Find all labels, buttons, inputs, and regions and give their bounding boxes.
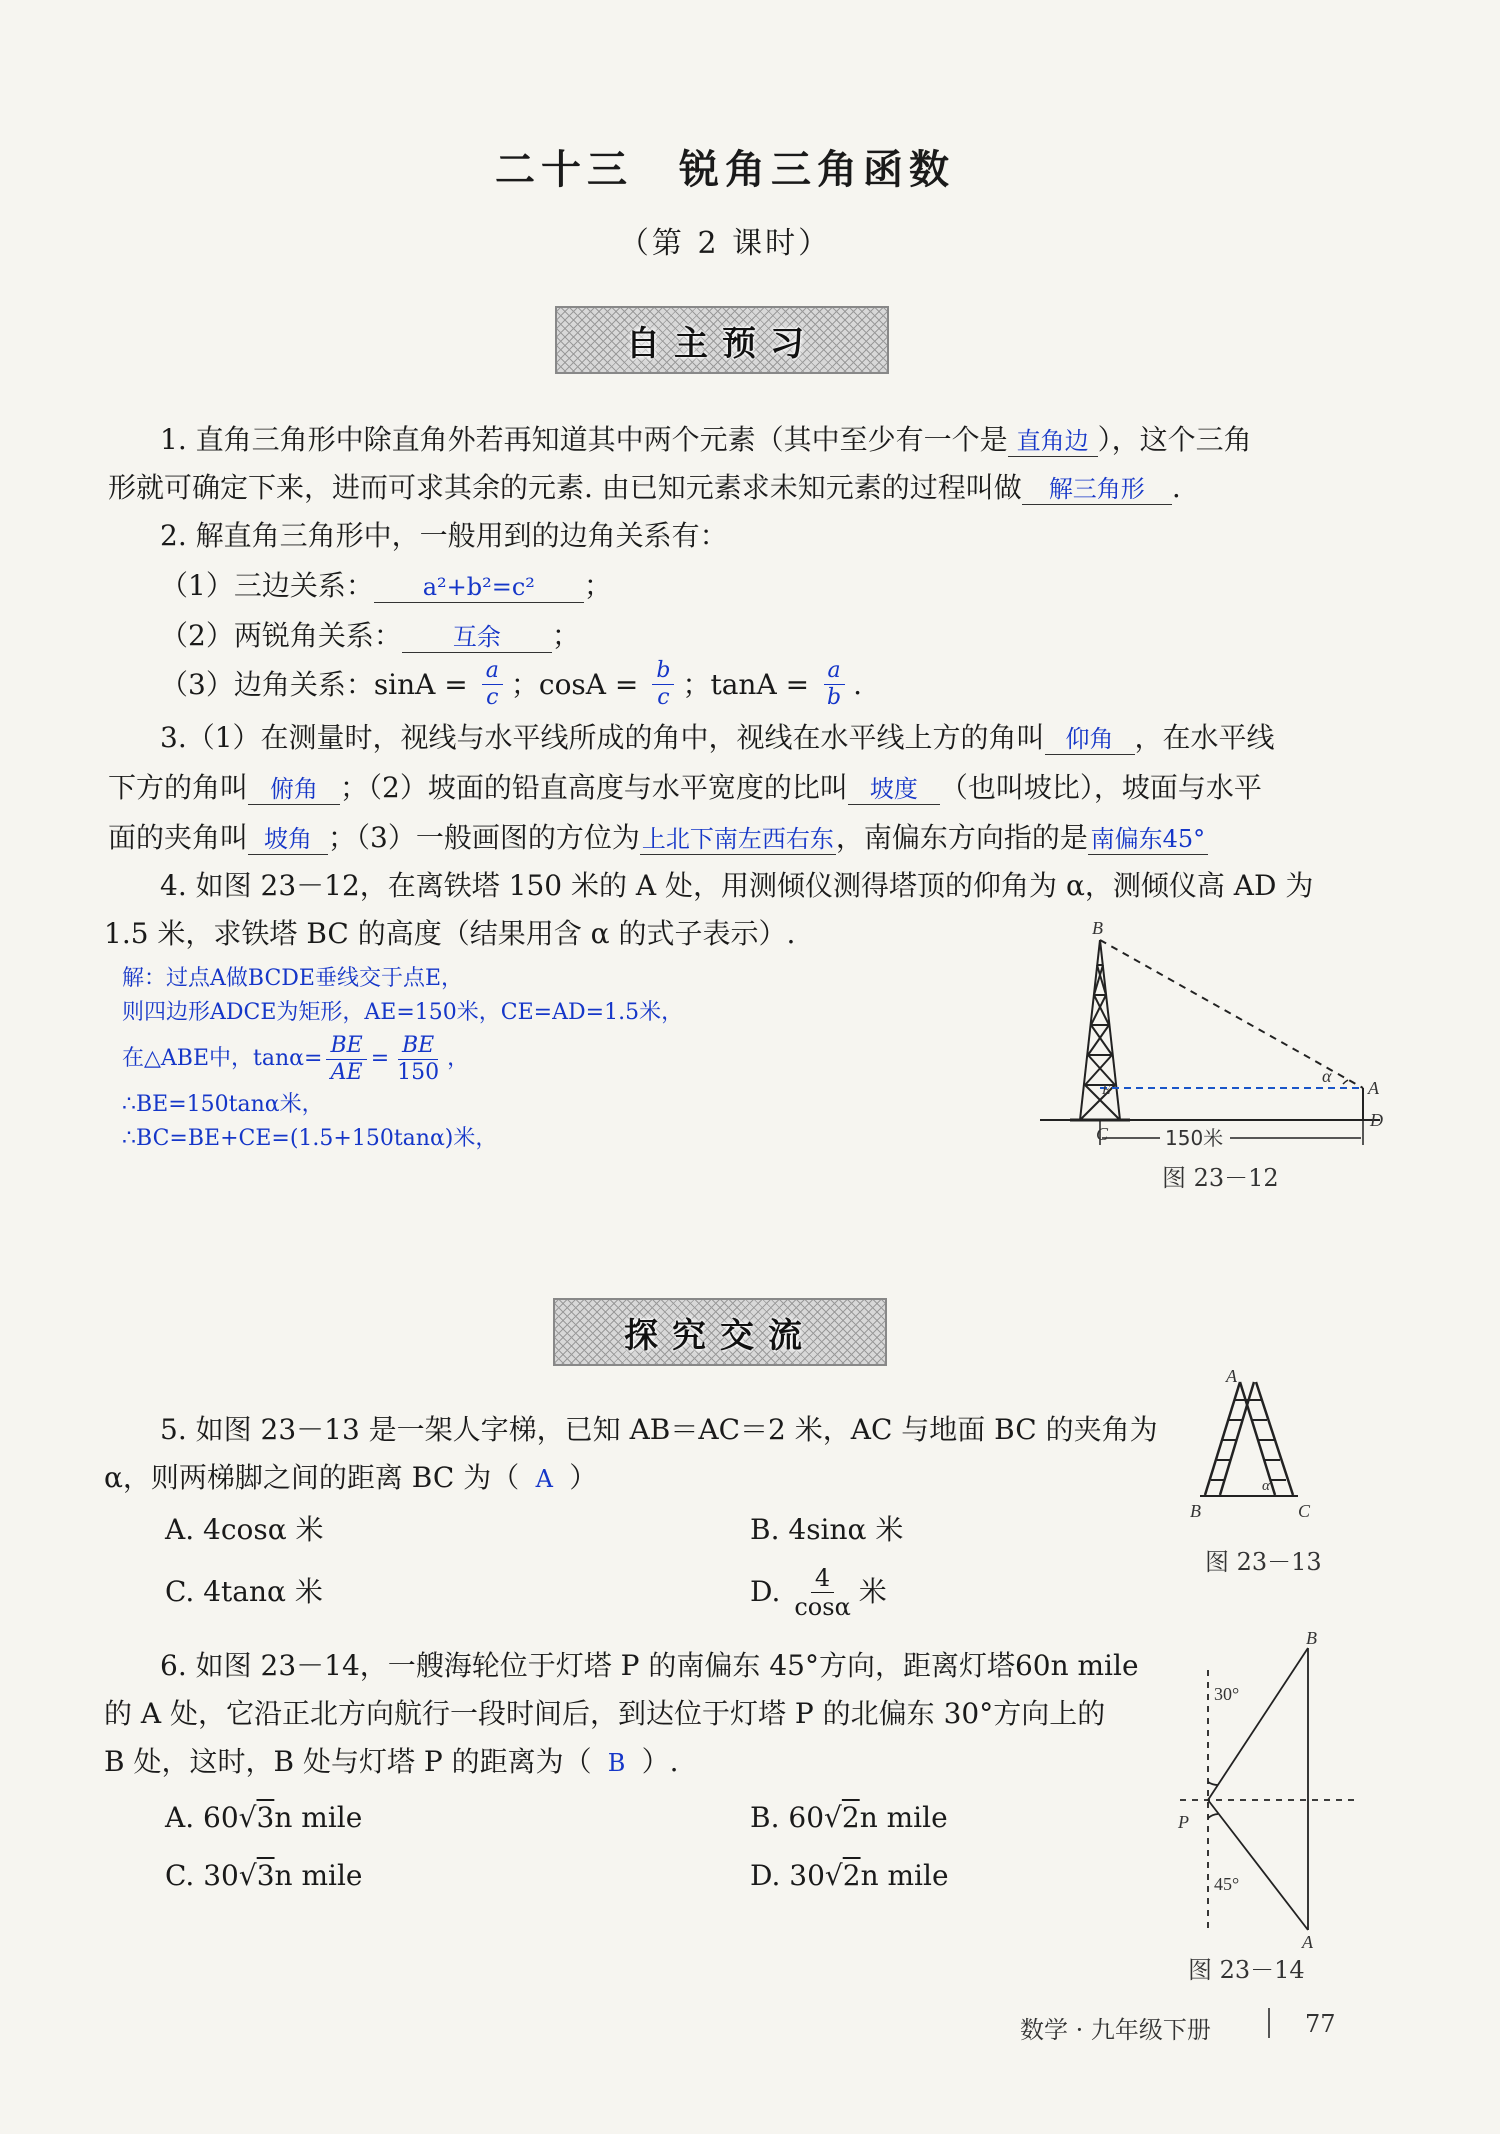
option-a: A. 4cosα 米 <box>165 1513 324 1546</box>
answer-blank: 直角边 <box>1008 426 1098 457</box>
label-c: C <box>1096 1124 1109 1144</box>
chapter-title: 二十三 锐角三角函数 <box>495 147 955 193</box>
page-number: 77 <box>1305 2010 1336 2038</box>
pa-line <box>1208 1800 1308 1930</box>
section-banner-label: 自主预习 <box>626 323 818 364</box>
question-text: . <box>853 667 863 701</box>
question-text: ； <box>583 569 612 602</box>
option-a: A. 60√3n mile <box>165 1801 363 1834</box>
question-5-line-2 <box>104 1458 597 1499</box>
question-text: 形就可确定下来，进而可求其余的元素. 由已知元素求未知元素的过程叫做 <box>108 471 1022 504</box>
sqrt-icon: √ <box>824 1801 842 1834</box>
label-c: C <box>1298 1501 1311 1520</box>
question-2-part-2 <box>160 616 580 656</box>
footer-divider <box>1268 2008 1270 2038</box>
question-text: ；cosA = <box>510 667 639 701</box>
question-text: ），这个三角 <box>1097 423 1252 456</box>
option-b: B. 60√2n mile <box>750 1801 948 1834</box>
label-b: B <box>1306 1630 1317 1648</box>
question-text: ）. <box>641 1745 679 1778</box>
option-c: C. 4tanα 米 <box>165 1575 323 1608</box>
figure-23-13-caption: 图 23－13 <box>1205 1548 1322 1576</box>
question-4-line-1: 4. 如图 23－12，在离铁塔 150 米的 A 处，用测倾仪测得塔顶的仰角为 α，测倾仪高 AD 为 <box>160 869 1314 902</box>
question-text: α，则两梯脚之间的距离 BC 为（ <box>104 1461 520 1494</box>
sqrt-icon: √ <box>238 1801 257 1834</box>
option-d-fraction: $\frac{4}{\cos\alpha}$ <box>794 1563 851 1621</box>
angle-arc <box>1343 1080 1348 1084</box>
label-30-degrees: 30° <box>1214 1684 1240 1704</box>
section-banner-preview <box>555 306 889 374</box>
answer-blank: a²+b²=c² <box>374 572 584 603</box>
distance-label: 150米 <box>1165 1126 1224 1150</box>
section-banner-label: 探究交流 <box>624 1315 816 1356</box>
label-b: B <box>1092 920 1103 938</box>
label-b: B <box>1190 1501 1201 1520</box>
label-alpha: α <box>1322 1066 1332 1086</box>
answer-blank: 上北下南左西右东 <box>641 825 834 853</box>
question-5-line-1: 5. 如图 23－13 是一架人字梯，已知 AB＝AC＝2 米，AC 与地面 BC 的夹角为 <box>160 1413 1158 1446</box>
label-a: A <box>1226 1370 1237 1386</box>
question-text: ；tanA = <box>682 667 810 701</box>
solution-line: 在△ABE中，tanα= $\frac{BE}{AE}$ = $\frac{BE}{150}$ ， <box>122 1032 470 1085</box>
option-d: D. $\frac{4}{\cos\alpha}$ 米 <box>750 1563 887 1621</box>
question-text: ，在水平线 <box>1134 721 1275 754</box>
figure-23-14-caption: 图 23－14 <box>1188 1956 1305 1984</box>
question-text: ） <box>569 1461 598 1494</box>
question-2-part-1 <box>160 566 612 606</box>
question-text: （3）边角关系：sinA = <box>160 667 468 701</box>
label-d: D <box>1370 1110 1383 1130</box>
question-6-line-2: 的 A 处，它沿正北方向航行一段时间后，到达位于灯塔 P 的北偏东 30°方向上的 <box>104 1697 1106 1730</box>
answer-blank: 互余 <box>402 622 552 653</box>
label-a: A <box>1302 1932 1313 1950</box>
label-45-degrees: 45° <box>1214 1874 1240 1894</box>
question-text: 3.（1）在测量时，视线与水平线所成的角中，视线在水平线上方的角叫 <box>160 721 1045 754</box>
question-text: （1）三边关系： <box>160 569 374 602</box>
figure-23-12-caption: 图 23－12 <box>1162 1164 1279 1192</box>
question-text: . <box>1171 471 1181 504</box>
question-text: ； <box>551 619 580 652</box>
question-text: ，南偏东方向指的是 <box>835 821 1088 854</box>
option-b: B. 4sinα 米 <box>750 1513 904 1546</box>
question-text: 下方的角叫 <box>108 771 249 804</box>
solution-fraction: $\frac{BE}{150}$ <box>397 1032 440 1085</box>
question-2-part-3 <box>160 660 862 709</box>
answer-blank: 仰角 <box>1045 724 1135 755</box>
question-text: ；（2）坡面的铅直高度与水平宽度的比叫 <box>340 771 848 804</box>
question-text: （也叫坡比），坡面与水平 <box>939 771 1262 804</box>
answer-blank: 坡度 <box>848 774 940 805</box>
question-6-line-1: 6. 如图 23－14，一艘海轮位于灯塔 P 的南偏东 45°方向，距离灯塔60n mile <box>160 1649 1139 1682</box>
answer-blank: 解三角形 <box>1022 474 1172 505</box>
tan-fraction: $\frac{a}{b}$ <box>823 660 845 709</box>
answer-choice: A <box>535 1465 553 1493</box>
question-text: （2）两锐角关系： <box>160 619 402 652</box>
sin-fraction: $\frac{a}{c}$ <box>482 660 503 709</box>
solution-line: 解：过点A做BCDE垂线交于点E， <box>122 966 464 991</box>
solution-line: 则四边形ADCE为矩形，AE=150米，CE=AD=1.5米， <box>122 1000 684 1025</box>
label-p: P <box>1178 1812 1189 1832</box>
sqrt-icon: √ <box>238 1859 257 1892</box>
option-c: C. 30√3n mile <box>165 1859 363 1892</box>
question-6-line-3 <box>104 1742 679 1783</box>
question-3-line-3 <box>108 818 1208 858</box>
answer-blank: 俯角 <box>248 774 340 805</box>
cos-fraction: $\frac{b}{c}$ <box>652 660 674 709</box>
figure-23-12-tower <box>1040 920 1400 1180</box>
answer-blank: 南偏东45° <box>1088 824 1208 855</box>
question-3-line-2 <box>108 768 1262 808</box>
label-a: A <box>1368 1078 1379 1098</box>
question-text: 1. 直角三角形中除直角外若再知道其中两个元素（其中至少有一个是 <box>160 423 1008 456</box>
option-d: D. 30√2n mile <box>750 1859 949 1892</box>
label-e: E <box>1102 1083 1111 1098</box>
figure-23-14-lighthouse <box>1160 1630 1380 1950</box>
question-text: B 处，这时，B 处与灯塔 P 的距离为（ <box>104 1745 592 1778</box>
pb-line <box>1208 1648 1308 1800</box>
lesson-subtitle: （第 2 课时） <box>618 226 832 261</box>
question-text: 面的夹角叫 <box>108 821 249 854</box>
solution-fraction: $\frac{BE}{AE}$ <box>326 1035 366 1084</box>
answer-choice: B <box>607 1749 626 1777</box>
question-text: ；（3）一般画图的方位为 <box>328 821 640 854</box>
solution-line: ∴BE=150tanα米， <box>122 1092 324 1117</box>
figure-23-13-ladder <box>1180 1370 1340 1520</box>
question-1-line-1 <box>160 420 1252 460</box>
section-banner-explore <box>553 1298 887 1366</box>
sqrt-icon: √ <box>824 1859 843 1892</box>
label-alpha: α <box>1262 1478 1270 1494</box>
question-4-line-2: 1.5 米，求铁塔 BC 的高度（结果用含 α 的式子表示）. <box>104 917 796 950</box>
question-2-intro: 2. 解直角三角形中，一般用到的边角关系有： <box>160 519 728 552</box>
answer-blank: 坡角 <box>248 824 328 855</box>
question-1-line-2 <box>108 468 1181 508</box>
solution-line: ∴BC=BE+CE=(1.5+150tanα)米， <box>122 1126 498 1151</box>
book-name: 数学 · 九年级下册 <box>1020 2016 1211 2044</box>
question-4-solution <box>122 962 683 1156</box>
question-3-line-1 <box>160 718 1275 758</box>
